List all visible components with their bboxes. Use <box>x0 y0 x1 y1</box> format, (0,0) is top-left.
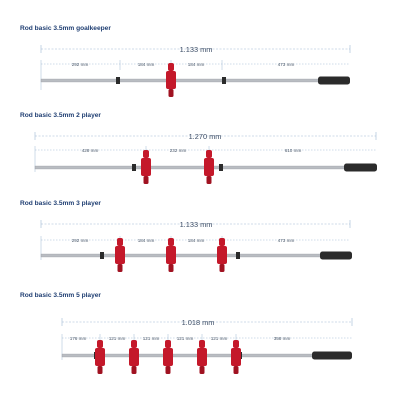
player-figure <box>141 150 151 184</box>
rod-title: Rod basic 3.5mm 5 player <box>20 292 101 299</box>
rod-3-player <box>20 200 352 272</box>
segment-label: 292 mm <box>71 62 89 67</box>
rod-shaft <box>41 79 331 82</box>
bumper <box>219 164 223 171</box>
player-figure <box>204 150 214 184</box>
segment-label: 292 mm <box>71 238 89 243</box>
player-figure <box>217 238 227 272</box>
bumper <box>116 77 120 84</box>
rod-2-player <box>20 112 377 184</box>
segment-label: 176 mm <box>69 336 87 341</box>
rod-handle <box>320 252 352 260</box>
rod-goalkeeper <box>20 25 350 97</box>
player-figure <box>129 340 139 374</box>
player-figure <box>95 340 105 374</box>
segment-label: 232 mm <box>169 148 187 153</box>
total-length-label: 1.133 mm <box>179 45 213 54</box>
bumper <box>132 164 136 171</box>
rod-title: Rod basic 3.5mm 3 player <box>20 200 101 207</box>
rod-shaft <box>35 166 347 169</box>
rod-handle <box>318 77 350 85</box>
player-figure <box>115 238 125 272</box>
segment-label: 121 mm <box>108 336 126 341</box>
segment-label: 121 mm <box>210 336 228 341</box>
player-figure <box>166 63 176 97</box>
segment-label: 184 mm <box>187 238 205 243</box>
total-length-label: 1.270 mm <box>188 132 222 141</box>
player-figure <box>197 340 207 374</box>
bumper <box>236 252 240 259</box>
segment-label: 358 mm <box>273 336 291 341</box>
bumper <box>222 77 226 84</box>
player-figure <box>163 340 173 374</box>
rod-title: Rod basic 3.5mm 2 player <box>20 112 101 119</box>
player-figure <box>166 238 176 272</box>
total-length-label: 1.133 mm <box>179 220 213 229</box>
rod-handle <box>312 352 352 360</box>
segment-label: 428 mm <box>81 148 99 153</box>
rod-5-player <box>20 292 352 374</box>
segment-label: 473 mm <box>277 238 295 243</box>
bumper <box>100 252 104 259</box>
rod-handle <box>344 164 377 172</box>
rod-shaft <box>41 254 331 257</box>
segment-label: 184 mm <box>187 62 205 67</box>
player-figure <box>231 340 241 374</box>
segment-label: 610 mm <box>284 148 302 153</box>
segment-label: 184 mm <box>137 238 155 243</box>
segment-label: 184 mm <box>137 62 155 67</box>
segment-label: 121 mm <box>142 336 160 341</box>
segment-label: 473 mm <box>277 62 295 67</box>
rod-title: Rod basic 3.5mm goalkeeper <box>20 25 111 32</box>
segment-label: 121 mm <box>176 336 194 341</box>
total-length-label: 1.018 mm <box>181 318 215 327</box>
